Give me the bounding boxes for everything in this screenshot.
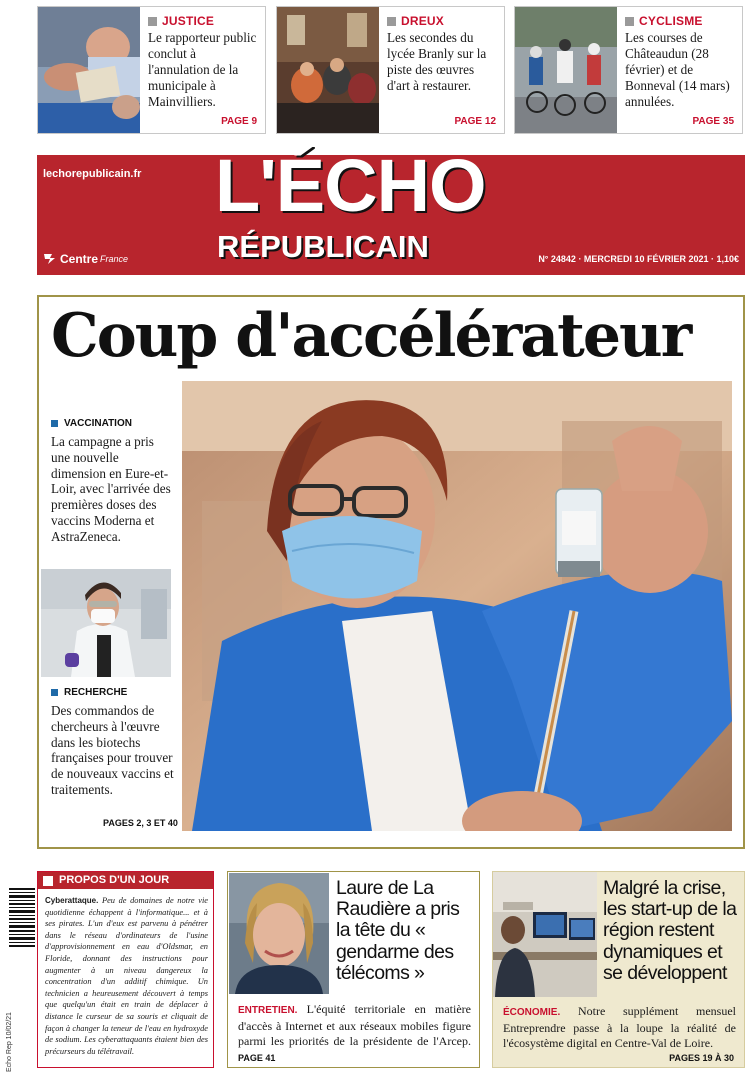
teaser-photo-justice [38,7,140,133]
teaser-justice[interactable] [37,6,266,134]
economy-text: ÉCONOMIE. Notre supplément mensuel Entreprendre passe à la loupe la réalité de l'écosystème digital en Centre-Val de Loire. [503,1004,737,1051]
teaser-dreux[interactable] [276,6,505,134]
teaser-category: DREUX [387,14,498,28]
edition-side-text: Echo Rep 10/02/21 [6,1012,13,1072]
economy-headline: Malgré la crise, les start-up de la région restent dynamiques et se développent [603,877,737,984]
economy-story[interactable] [492,871,745,1068]
teaser-text: Les courses de Châteaudun (28 février) et de Bonneval (14 mars) annulées. [625,30,730,109]
research-photo [41,569,171,677]
laure-story[interactable] [227,871,480,1068]
propos-header: PROPOS D'UN JOUR [38,872,213,889]
laure-headline: Laure de La Raudière a pris la tête du « gendarme des télécoms » [336,877,460,984]
teaser-text: Le rapporteur public conclut à l'annulation de la municipale à Mainvilliers. [148,30,257,109]
teaser-photo-dreux [277,7,379,133]
propos-text: Cyberattaque. Peu de domaines de notre vie quotidienne échappent à l'informatique... et à ses pirates. L'un d'eux est parvenu à pénétrer dans le réseau d'ordinateurs de l'usine d'approvisionnement en eau d'Oldsmar, en Floride, donnant des instructions pour augmenter à un niveau dangereux la concentration d'un additif chimique. Un technicien a heureusement découvert à temps que quelqu'un était en train de déplacer à distance le curseur de sa souris et cliquait de façon à changer la teneur de l'eau en hydroxyde de sodium. Les cyberattaquants étaient bien des précurseurs du télétravail. [45,896,209,1056]
economy-pages: PAGES 19 À 30 [669,1053,734,1063]
laure-photo [229,873,329,994]
masthead [37,144,745,275]
centre-france-logo: Centre France [43,252,128,266]
teaser-text: Les secondes du lycée Branly sur la piste des œuvres d'art à restaurer. [387,30,487,93]
laure-text: ENTRETIEN. L'équité territoriale en matière d'accès à Internet et aux réseaux mobiles figure parmi les priorités de la présidente de l'Arcep. PAGE 41 [238,1002,471,1063]
research-text: Des commandos de chercheurs à l'œuvre dans les biotechs françaises pour trouver de nouveaux vaccins et traitements. [51,703,174,797]
vaccination-text: La campagne a pris une nouvelle dimension en Eure-et-Loir, avec l'arrivée des premières doses des vaccins Moderna et AstraZeneca. [51,434,171,544]
teaser-category: JUSTICE [148,14,259,28]
newspaper-subtitle: RÉPUBLICAIN [217,229,429,264]
barcode [8,888,36,950]
teaser-page: PAGE 9 [221,116,257,127]
teaser-page: PAGE 12 [454,116,496,127]
vaccination-label: VACCINATION [51,418,132,429]
newspaper-title: L'ÉCHO [215,144,486,227]
issue-info: N° 24842 · MERCREDI 10 FÉVRIER 2021 · 1,10€ [538,254,739,264]
teaser-category: CYCLISME [625,14,736,28]
research-label: RECHERCHE [51,687,127,698]
teaser-cyclisme[interactable] [514,6,743,134]
economy-photo [493,872,597,997]
main-story-pages: PAGES 2, 3 ET 40 [103,818,178,828]
vaccination-photo [182,381,732,831]
centre-france-icon [43,253,57,265]
website-url[interactable]: lechorepublicain.fr [43,168,142,180]
teaser-photo-cyclisme [515,7,617,133]
teaser-page: PAGE 35 [692,116,734,127]
propos-dun-jour[interactable] [37,871,214,1068]
main-story[interactable] [37,295,745,849]
main-headline: Coup d'accélérateur [51,301,691,371]
